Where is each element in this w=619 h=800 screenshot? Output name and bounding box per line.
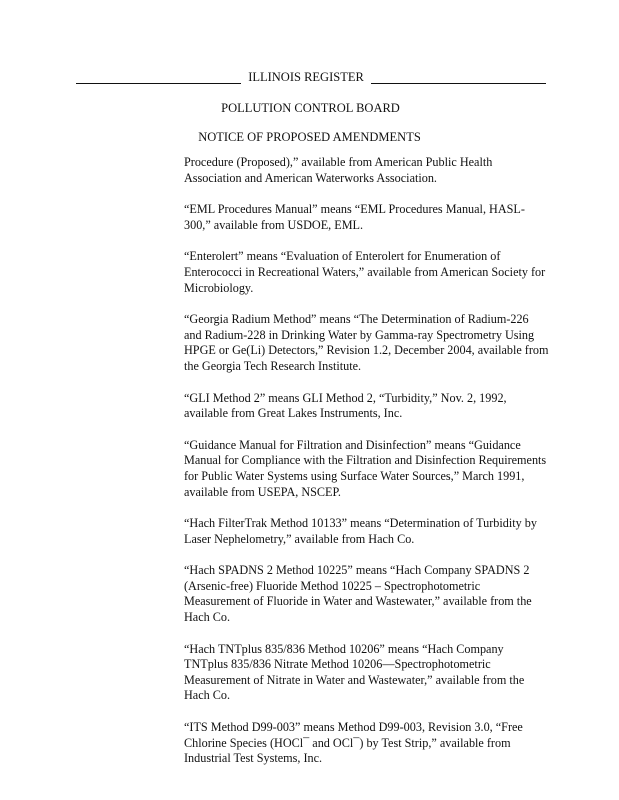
- definition-paragraph: Procedure (Proposed),” available from American Public Health Association and American Waterworks Association.: [184, 155, 493, 185]
- definition-paragraph: “Georgia Radium Method” means “The Determination of Radium-226 and Radium-228 in Drinking Water by Gamma-ray Spectrometry Using HPGE or Ge(Li) Detectors,” Revision 1.2, December 2004, available from the Georgia Tech Research Institute.: [184, 312, 549, 373]
- register-title: ILLINOIS REGISTER: [248, 70, 364, 84]
- definition-paragraph: “EML Procedures Manual” means “EML Procedures Manual, HASL-300,” available from USDOE, EML.: [184, 202, 525, 232]
- definition-paragraph: “Hach TNTplus 835/836 Method 10206” means “Hach Company TNTplus 835/836 Nitrate Method 10206—Spectrophotometric Measurement of Nitrate in Water and Wastewater,” available from the Hach Co.: [184, 641, 525, 703]
- definitions-body: [184, 155, 549, 783]
- definition-paragraph: “Hach SPADNS 2 Method 10225” means “Hach Company SPADNS 2 (Arsenic-free) Fluoride Method 10225 – Spectrophotometric Measurement of Fluoride in Water and Wastewater,” available from the Hach Co.: [184, 563, 532, 625]
- board-name: POLLUTION CONTROL BOARD: [221, 101, 400, 115]
- header-rule-right: [371, 83, 546, 84]
- definition-paragraph: “Hach FilterTrak Method 10133” means “Determination of Turbidity by Laser Nephelometry,” available from Hach Co.: [184, 516, 537, 546]
- register-header: [76, 70, 546, 86]
- definition-paragraph: “Enterolert” means “Evaluation of Enterolert for Enumeration of Enterococci in Recreational Waters,” available from American Society for Microbiology.: [184, 249, 546, 295]
- definition-paragraph: “GLI Method 2” means GLI Method 2, “Turbidity,” Nov. 2, 1992, available from Great Lakes Instruments, Inc.: [184, 390, 507, 421]
- definition-paragraph: “Guidance Manual for Filtration and Disinfection” means “Guidance Manual for Compliance with the Filtration and Disinfection Requirements for Public Water Systems using Surface Water Sources,” March 1991, available from USEPA, NSCEP.: [184, 437, 547, 499]
- definition-paragraph: “ITS Method D99-003” means Method D99-003, Revision 3.0, “Free Chlorine Species (HOCl¯ and OCl¯) by Test Strip,” available from Industrial Test Systems, Inc.: [184, 720, 523, 766]
- header-rule-left: [76, 83, 241, 84]
- notice-title: NOTICE OF PROPOSED AMENDMENTS: [198, 130, 421, 144]
